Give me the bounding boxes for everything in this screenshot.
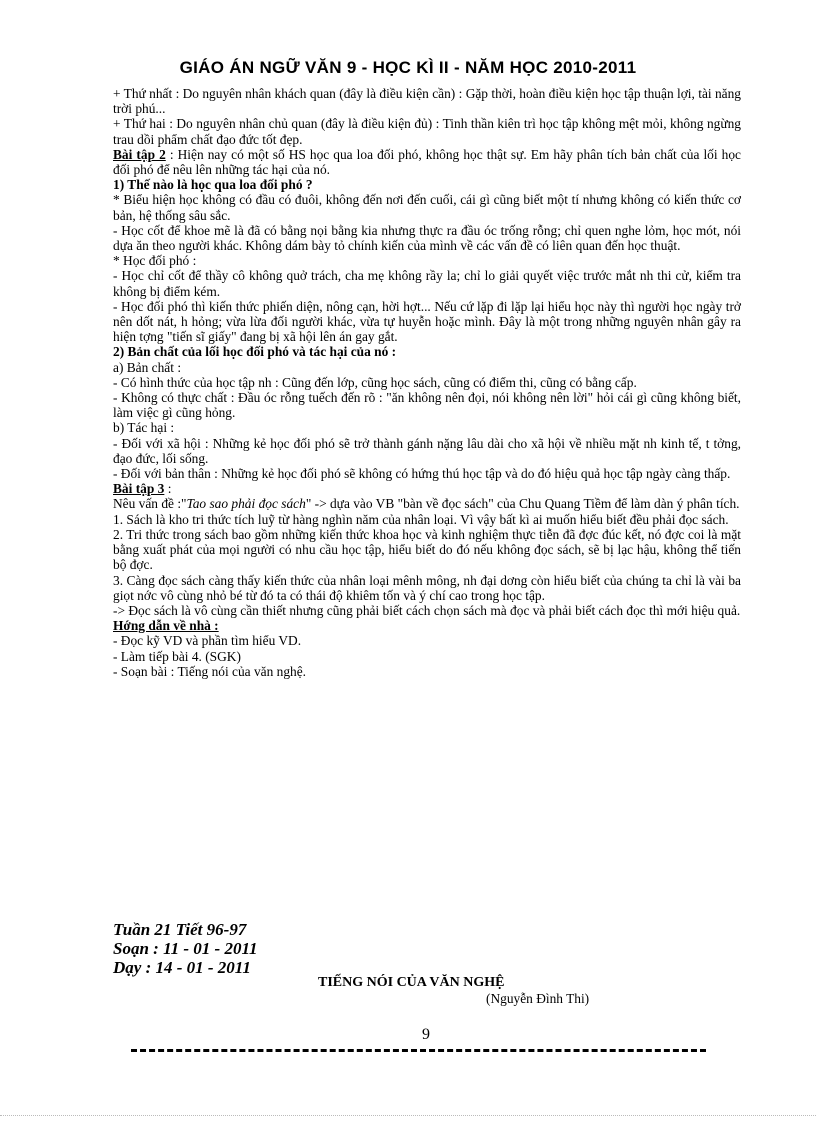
dashed-divider (131, 1049, 706, 1052)
paragraph (113, 496, 741, 511)
paragraph: 1. Sách là kho tri thức tích luỹ từ hàng nghìn năm của nhân loại. Vì vậy bất kì ai muốn hiểu biết đều phải đọc sách. (113, 511, 729, 527)
lesson-meta (113, 920, 258, 977)
paragraph: a) Bản chất : (113, 359, 182, 375)
paragraph: * Biểu hiện học không có đầu có đuôi, không đến nơi đến cuối, cái gì cũng biết một tí nhưng không có kiến thức cơ bản, hệ thống sâu sắc. (113, 192, 741, 223)
paragraph: - Đối với bản thân : Những kẻ học đối phó sẽ không có hứng thú học tập và do đó hiệu quả học tập ngày càng thấp. (113, 466, 731, 482)
paragraph: - Soạn bài : Tiếng nói của văn nghệ. (113, 663, 307, 679)
paragraph: - Làm tiếp bài 4. (SGK) (113, 648, 241, 664)
next-lesson-title: TIẾNG NÓI CỦA VĂN NGHỆ (318, 975, 505, 990)
text-run: Nêu vấn đề :" (113, 496, 187, 512)
text-run: " -> dựa vào VB "bàn về đọc sách" của Chu Quang Tiềm để làm dàn ý phân tích. (305, 496, 740, 512)
exercise-label: Bài tập 2 (113, 146, 166, 162)
exercise-text: : Hiện nay có một số HS học qua loa đối phó, không học thật sự. Em hãy phân tích bản chất của lối học đối phó để nêu lên những tác hại của nó. (113, 146, 741, 178)
paragraph: - Đối với xã hội : Những kẻ học đối phó sẽ trở thành gánh nặng lâu dài cho xã hội về nhiều mặt nh kinh tế, t tởng, đạo đức, lối sống. (113, 435, 741, 466)
exercise-colon: : (164, 481, 172, 497)
paragraph: -> Đọc sách là vô cùng cần thiết nhưng cũng phải biết cách chọn sách mà đọc và phải biết cách đọc thì mới hiệu quả. (113, 602, 741, 618)
paragraph: - Đọc kỹ VD và phần tìm hiểu VD. (113, 633, 302, 649)
week-line: Tuần 21 Tiết 96-97 (113, 920, 247, 939)
soan-date: Soạn : 11 - 01 - 2011 (113, 939, 258, 958)
homework-heading: Hớng dẫn về nhà : (113, 618, 219, 634)
paragraph: - Không có thực chất : Đầu óc rỗng tuếch đến rõ : "ăn không nên đọi, nói không nên lời" hỏi cái gì cũng không biết, làm việc gì cũng hỏng. (113, 390, 741, 421)
paragraph: - Học cốt để khoe mẽ là đã có bằng nọi bằng kia nhưng thực ra đầu óc trống rỗng; chỉ quen nghe lỏm, học mót, nói dựa ăn theo người khác. Không dám bày tỏ chính kiến của mình về các vấn đề có liên quan đến học thuật. (113, 222, 741, 254)
paragraph: - Học đối phó thì kiến thức phiến diện, nông cạn, hời hợt... Nếu cứ lặp đi lặp lại hiểu học này thì người học ngày trở nên dốt nát, h hỏng; vừa lừa đối người khác, vừa tự huyễn hoặc mình. Đây là một trong những nguyên nhân gây ra hiện tợng "tiến sĩ giấy" đang bị xã hội lên án gay gắt. (113, 298, 741, 345)
paragraph: 2. Tri thức trong sách bao gồm những kiến thức khoa học và kinh nghiệm thực tiễn đã đợc đúc kết, nó đợc coi là mặt bằng xuất phát của mọi người có nhu cầu học tập, hiểu biết do đó nếu không đọc sách, sẽ bị lạc hậu, không thể tiến bộ đợc. (113, 526, 741, 573)
paragraph: b) Tác hại : (113, 420, 175, 436)
day-date: Dạy : 14 - 01 - 2011 (113, 958, 251, 977)
lesson-body (113, 86, 741, 679)
paragraph: + Thứ nhất : Do nguyên nhân khách quan (đây là điều kiện cần) : Gặp thời, hoàn điều kiện học tập thuận lợi, tài năng trời phú... (113, 86, 741, 117)
page-number: 9 (422, 1026, 430, 1043)
italic-run: Tao sao phải đọc sách (186, 496, 306, 512)
section-heading: 2) Bản chất của lối học đối phó và tác hại của nó : (113, 344, 397, 360)
paragraph: - Học chỉ cốt để thầy cô không quở trách, cha mẹ không rầy la; chỉ lo giải quyết việc trước mắt nh thi cử, kiểm tra không bị điểm kém. (113, 268, 741, 299)
exercise-2 (113, 147, 741, 177)
exercise-label: Bài tập 3 (113, 481, 165, 497)
exercise-3 (113, 481, 741, 496)
page-header: GIÁO ÁN NGỮ VĂN 9 - HỌC KÌ II - NĂM HỌC 2010-2011 (179, 58, 637, 77)
page-bottom-border (0, 1115, 816, 1116)
paragraph: - Có hình thức của học tập nh : Cũng đến lớp, cũng học sách, cũng có điểm thi, cũng có bằng cấp. (113, 374, 637, 390)
section-heading: 1) Thế nào là học qua loa đối phó ? (113, 177, 313, 193)
paragraph: 3. Càng đọc sách càng thấy kiến thức của nhân loại mênh mông, nh đại dơng còn hiểu biết của chúng ta chỉ là vài ba giọt nớc vô cùng nhỏ bé từ đó ta có thái độ khiêm tốn và ý chí cao trong học tập. (113, 572, 741, 603)
next-lesson-author: (Nguyễn Đình Thi) (486, 991, 590, 1006)
paragraph: + Thứ hai : Do nguyên nhân chủ quan (đây là điều kiện đủ) : Tinh thần kiên trì học tập không mệt mỏi, không ngừng trau dồi phẩm chất đạo đức tốt đẹp. (113, 116, 741, 147)
paragraph: * Học đối phó : (113, 253, 197, 269)
